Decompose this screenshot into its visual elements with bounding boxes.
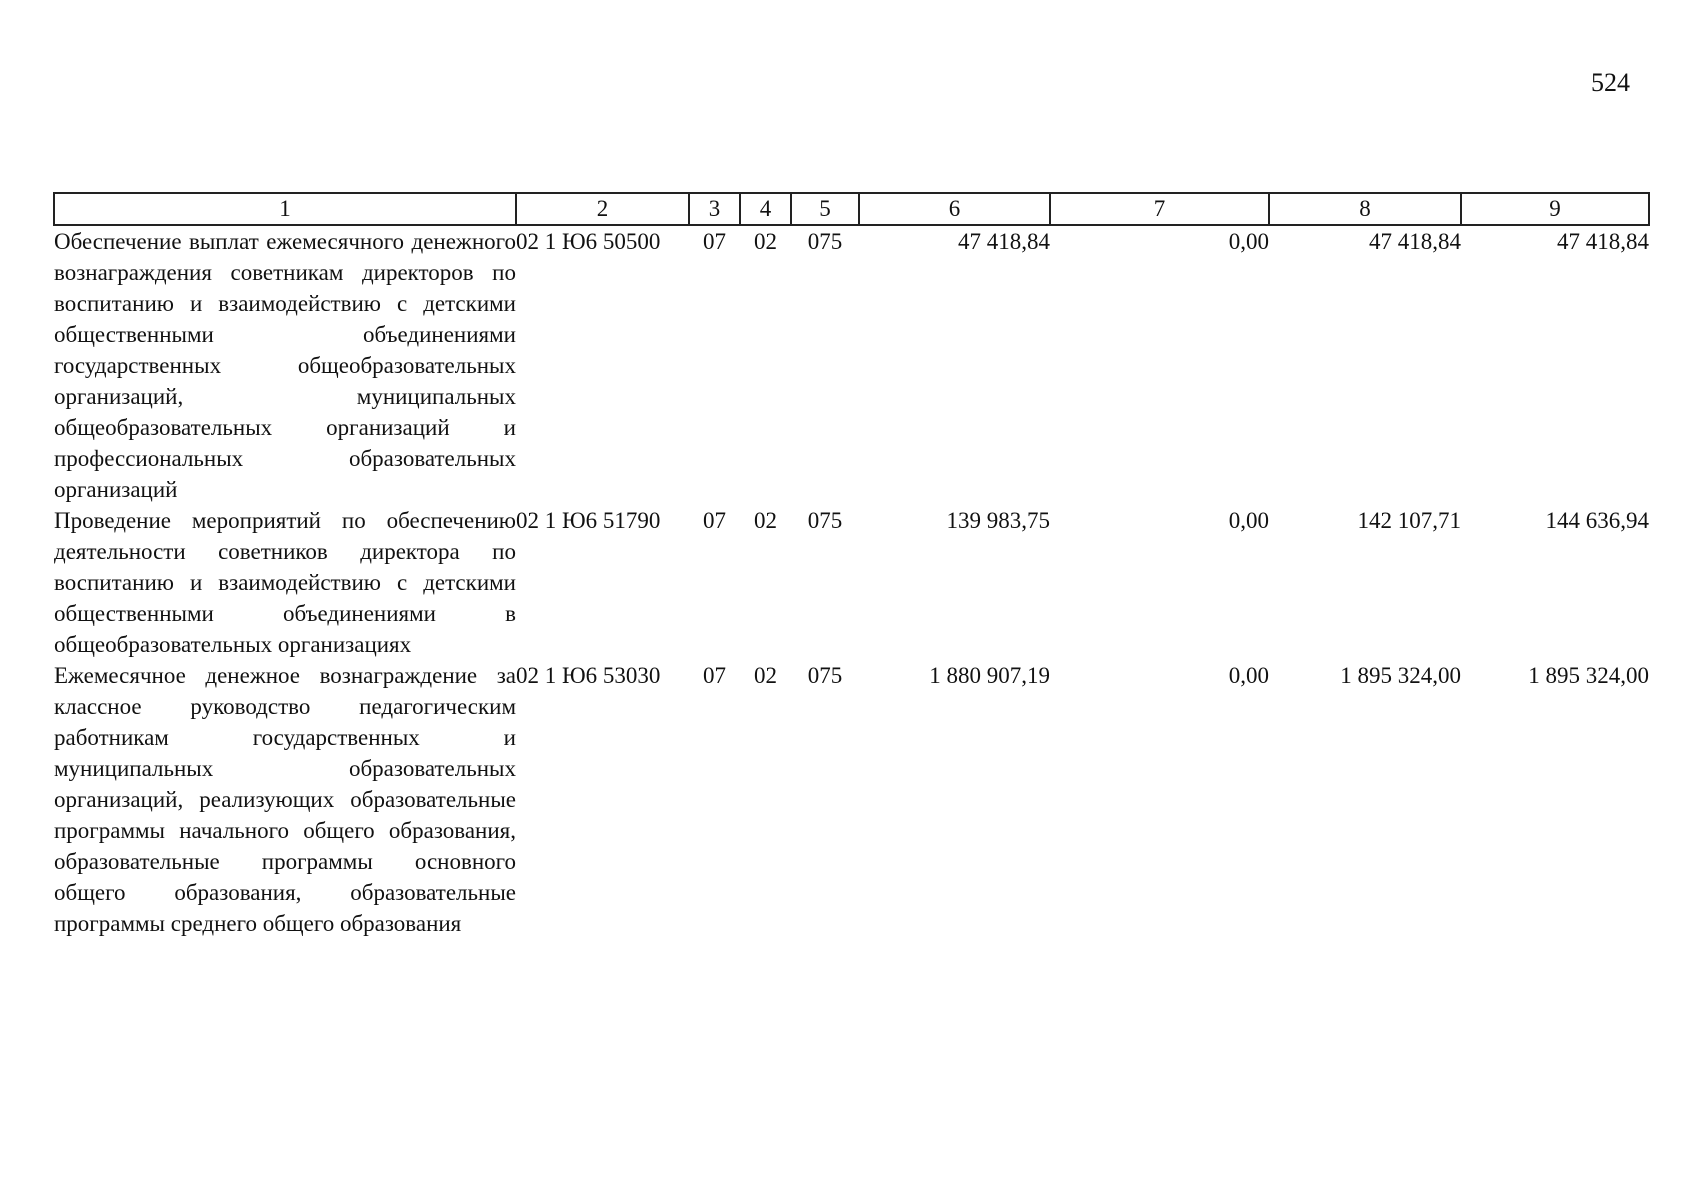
row-value-6: 47 418,84: [958, 229, 1050, 254]
column-header-1: 1: [54, 193, 516, 225]
column-header-5: 5: [791, 193, 859, 225]
row-subsection: 02: [754, 508, 777, 533]
row-value-9: 1 895 324,00: [1528, 663, 1649, 688]
row-expense-type: 075: [807, 663, 843, 688]
row-value-8: 47 418,84: [1369, 229, 1461, 254]
column-header-4: 4: [740, 193, 791, 225]
row-subsection: 02: [754, 229, 777, 254]
row-section: 07: [703, 663, 726, 688]
row-value-7: 0,00: [1228, 508, 1269, 533]
row-value-8: 142 107,71: [1357, 508, 1461, 533]
row-value-6: 139 983,75: [946, 508, 1050, 533]
row-expense-type: 075: [807, 229, 843, 254]
row-value-9: 144 636,94: [1545, 508, 1649, 533]
row-code: 02 1 Ю6 51790: [516, 508, 661, 533]
header-row: [54, 193, 1649, 225]
row-section: 07: [703, 508, 726, 533]
column-header-8: 8: [1269, 193, 1461, 225]
row-section: 07: [703, 229, 726, 254]
row-subsection: 02: [754, 663, 777, 688]
column-header-2: 2: [516, 193, 689, 225]
row-value-7: 0,00: [1228, 663, 1269, 688]
table-row: [54, 225, 1649, 505]
row-code: 02 1 Ю6 53030: [516, 663, 661, 688]
table-row: [54, 660, 1649, 939]
row-value-8: 1 895 324,00: [1340, 663, 1461, 688]
row-value-6: 1 880 907,19: [929, 663, 1050, 688]
row-value-9: 47 418,84: [1557, 229, 1649, 254]
column-header-7: 7: [1050, 193, 1269, 225]
table-row: [54, 505, 1649, 660]
row-expense-type: 075: [807, 508, 843, 533]
budget-table: [53, 192, 1650, 939]
column-header-6: 6: [859, 193, 1050, 225]
row-value-7: 0,00: [1228, 229, 1269, 254]
row-name: Обеспечение выплат ежемесячного денежного вознаграждения советникам директоров по воспитанию и взаимодействию с детскими общественными объединениями государственных общеобразовательных организаций, муниципальных общеобразовательных организаций и профессиональных образовательных организаций: [54, 229, 516, 502]
row-code: 02 1 Ю6 50500: [516, 229, 661, 254]
page-number: 524: [1591, 68, 1630, 97]
column-header-9: 9: [1461, 193, 1649, 225]
row-name: Проведение мероприятий по обеспечению деятельности советников директора по воспитанию и взаимодействию с детскими общественными объединениями в общеобразовательных организациях: [54, 508, 516, 657]
column-header-3: 3: [689, 193, 740, 225]
row-name: Ежемесячное денежное вознаграждение за классное руководство педагогическим работникам государственных и муниципальных образовательных организаций, реализующих образовательные программы начального общего образования, образовательные программы основного общего образования, образовательные программы среднего общего образования: [54, 663, 516, 936]
